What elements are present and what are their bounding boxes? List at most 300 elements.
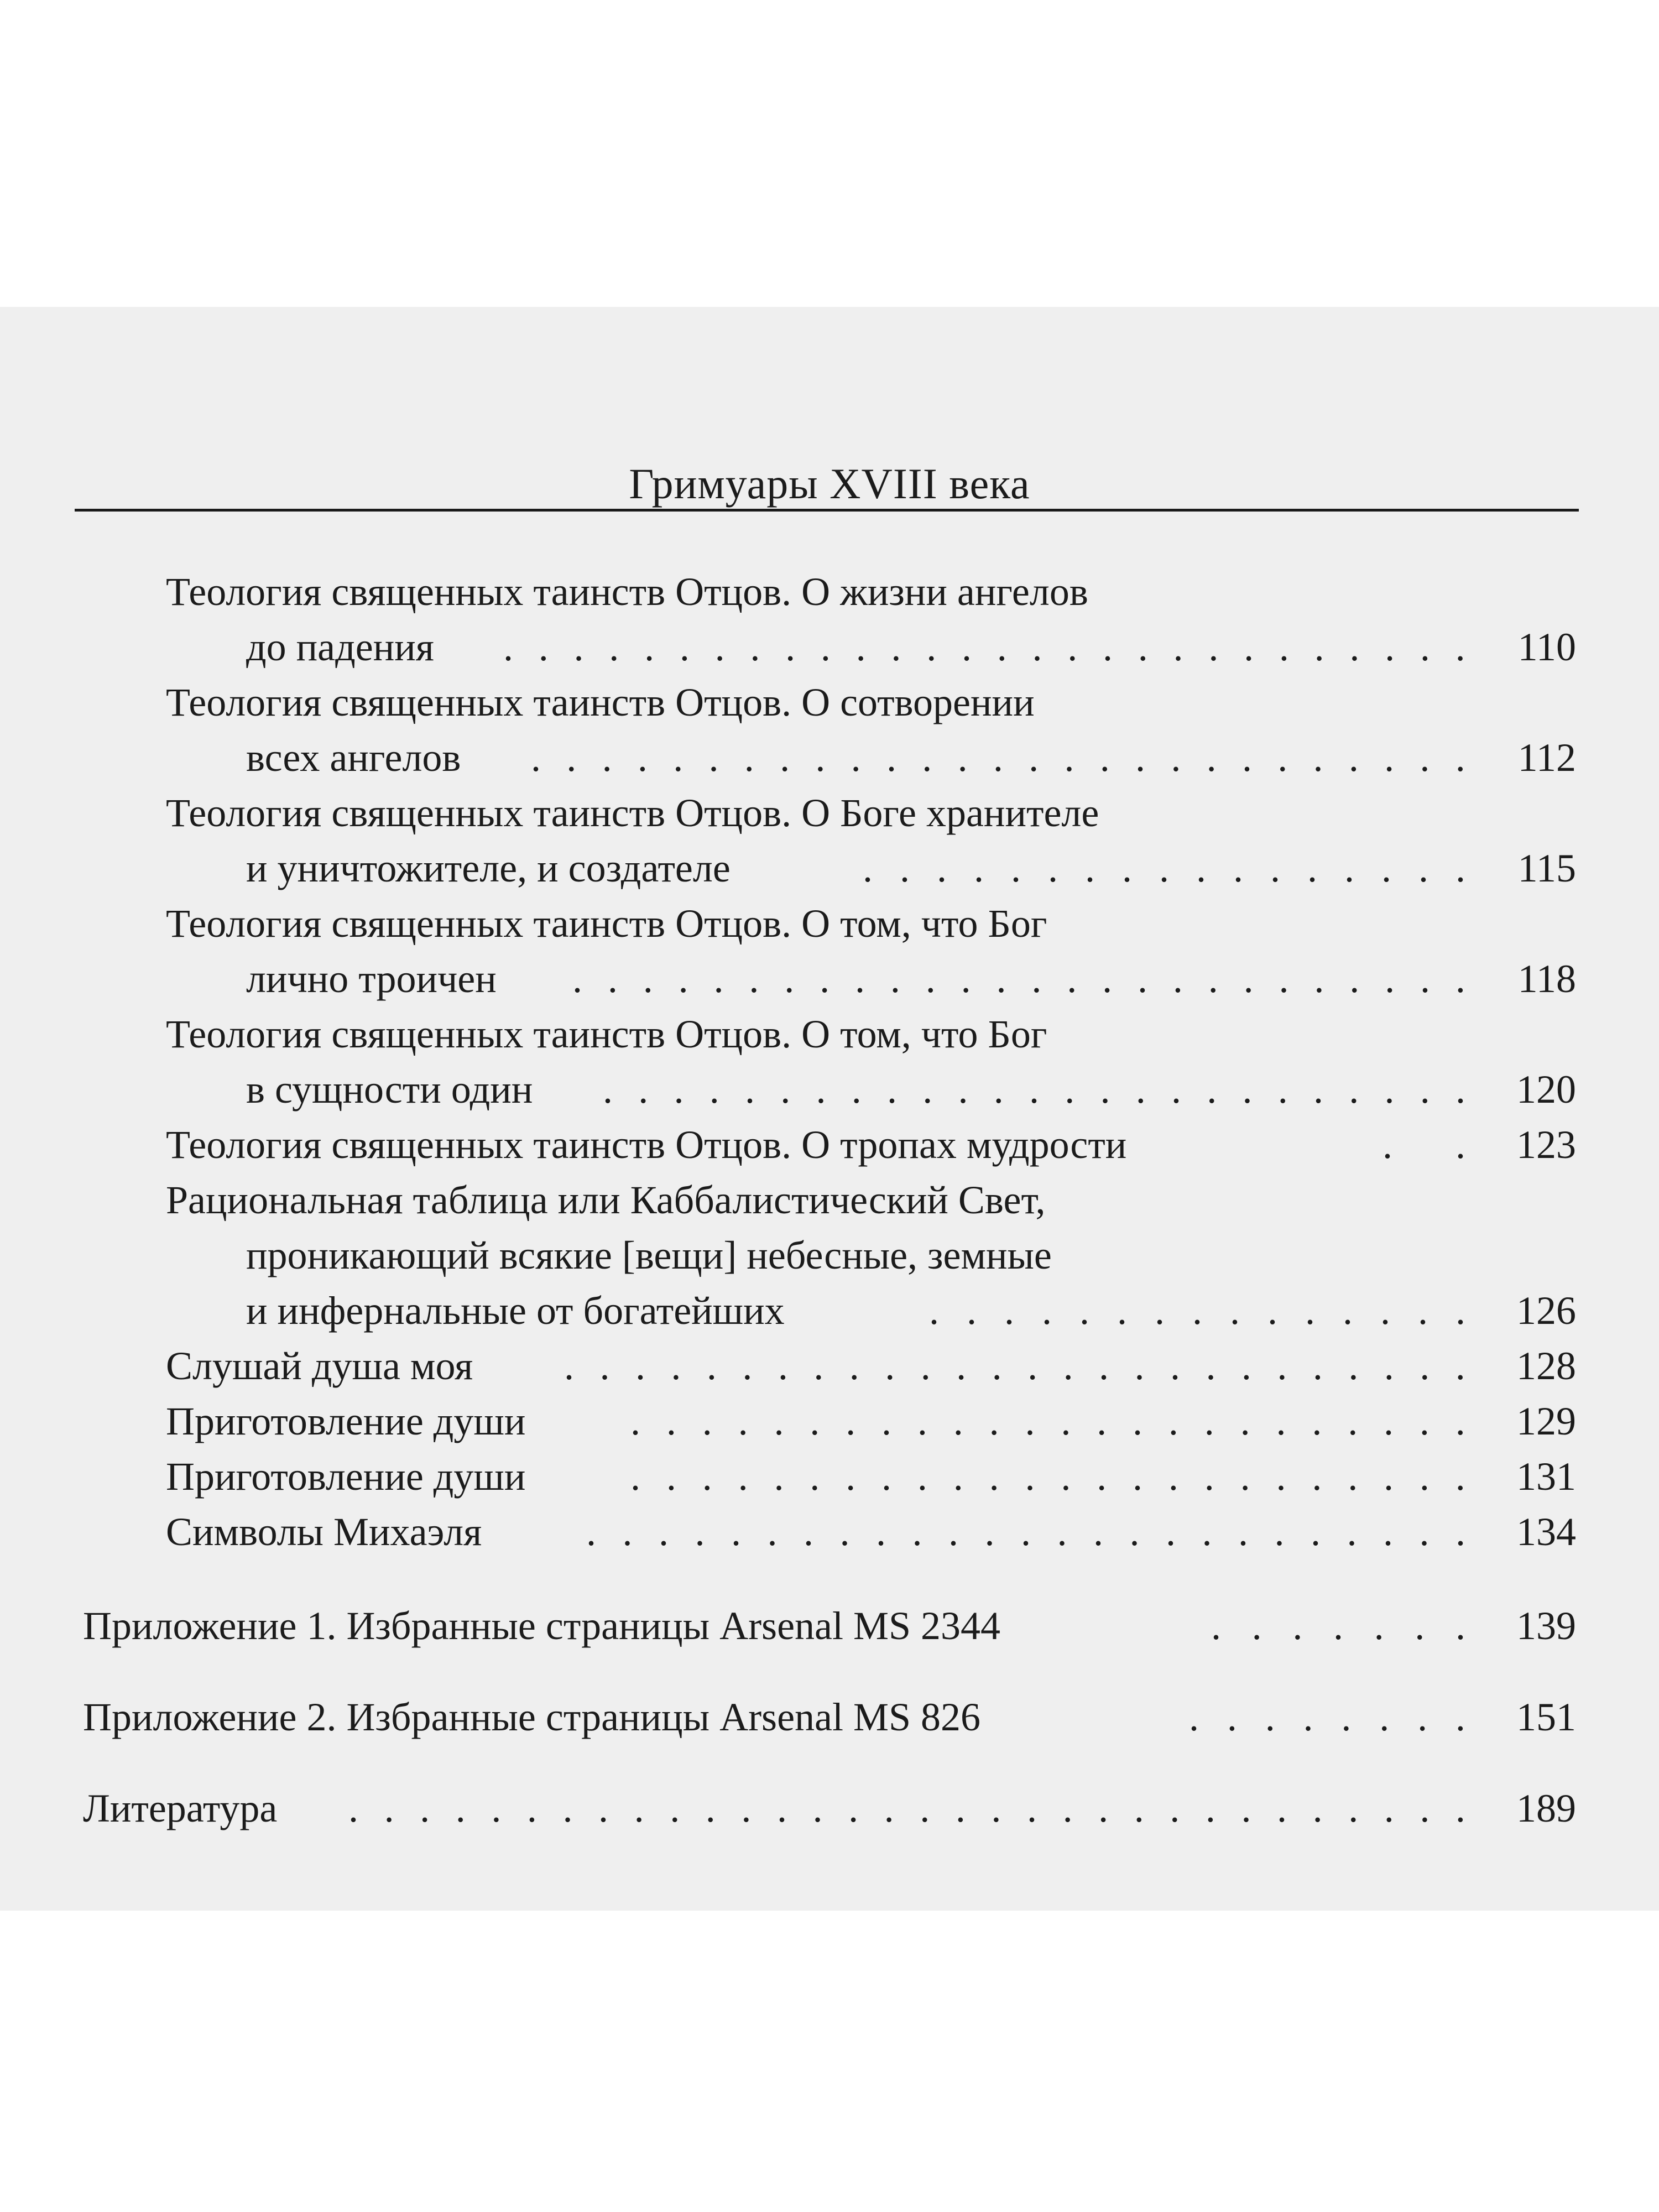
leader-dot: . (849, 1344, 859, 1388)
leader-dot: . (1170, 1344, 1180, 1388)
leader-dot: . (1026, 1786, 1037, 1830)
toc-page-number: 129 (1516, 1399, 1576, 1443)
leader-dot: . (851, 1067, 862, 1112)
leader-dot: . (1230, 1288, 1240, 1333)
leader-dot: . (630, 1399, 640, 1443)
toc-entry-line (0, 1396, 1576, 1446)
leader-dot: . (774, 1399, 784, 1443)
leader-dot: . (1205, 1786, 1215, 1830)
leader-dot: . (1099, 1344, 1109, 1388)
leader-dot: . (1455, 1288, 1465, 1333)
toc-entry-title: Слушай душа моя (166, 1344, 473, 1388)
toc-entry-title: Теология священных таинств Отцов. О Боге хранителе (166, 791, 1099, 835)
leader-dot: . (644, 625, 655, 669)
leader-dot: . (989, 1454, 999, 1499)
toc-entry-title: Теология священных таинств Отцов. О том, что Бог (166, 901, 1047, 946)
leader-dot: . (573, 625, 584, 669)
leader-dot: . (1133, 1399, 1143, 1443)
leader-dot: . (1206, 735, 1217, 780)
toc-entry-title: до падения (246, 625, 434, 669)
toc-page-number: 115 (1517, 846, 1576, 890)
toc-page-number: 134 (1516, 1510, 1576, 1554)
leader-dot: . (750, 625, 760, 669)
leader-dot: . (670, 1786, 680, 1830)
leader-dot: . (673, 735, 684, 780)
toc-entry-line (0, 1692, 1576, 1742)
leader-dot: . (1349, 1067, 1359, 1112)
leader-dot: . (804, 1510, 813, 1554)
leader-dot: . (1061, 1399, 1071, 1443)
leader-dot: . (1242, 1067, 1253, 1112)
leader-dot: . (1168, 1454, 1178, 1499)
leader-dot: . (1348, 1399, 1358, 1443)
leader-dot: . (1155, 1288, 1165, 1333)
toc-leader (863, 843, 1465, 893)
leader-dot: . (776, 1786, 787, 1830)
toc-entry-title: всех ангелов (246, 735, 461, 780)
toc-entry-title: Теология священных таинств Отцов. О том, что Бог (166, 1012, 1047, 1056)
leader-dot: . (1303, 1695, 1313, 1739)
leader-dot: . (666, 1454, 676, 1499)
leader-dot: . (1138, 625, 1148, 669)
toc-entry-line (0, 954, 1576, 1004)
leader-dot: . (1172, 957, 1183, 1001)
leader-dot: . (572, 957, 582, 1001)
leader-dot: . (1314, 957, 1324, 1001)
leader-dot: . (1031, 957, 1042, 1001)
leader-dot: . (925, 957, 936, 1001)
leader-dot: . (526, 1786, 537, 1830)
leader-dot: . (1380, 1288, 1390, 1333)
leader-dot: . (1277, 1344, 1287, 1388)
leader-dot: . (1025, 1399, 1035, 1443)
toc-entry-title: Теология священных таинств Отцов. О жизни ангелов (166, 570, 1088, 614)
toc-leader (572, 954, 1465, 1004)
leader-dot: . (1276, 1399, 1286, 1443)
leader-dot: . (1099, 735, 1110, 780)
leader-dot: . (1243, 957, 1254, 1001)
leader-dot: . (1063, 1344, 1073, 1388)
leader-dot: . (1093, 1510, 1103, 1554)
leader-dot: . (1347, 1510, 1357, 1554)
leader-dot: . (1134, 1344, 1145, 1388)
leader-dot: . (638, 1067, 649, 1112)
leader-dot: . (1455, 1399, 1465, 1443)
toc-entry-title: Теология священных таинств Отцов. О тропах мудрости (166, 1123, 1127, 1167)
leader-dot: . (1159, 846, 1169, 890)
leader-dot: . (1029, 735, 1039, 780)
leader-dot: . (1067, 625, 1078, 669)
leader-dot: . (1312, 1344, 1323, 1388)
leader-dot: . (884, 1786, 894, 1830)
leader-dot: . (738, 1454, 748, 1499)
toc-entry-title: и уничтожителе, и создателе (246, 846, 731, 890)
leader-dot: . (455, 1786, 466, 1830)
leader-dot: . (1204, 1399, 1214, 1443)
leader-dot: . (1171, 735, 1181, 780)
leader-dot: . (784, 957, 795, 1001)
toc-page-number: 131 (1516, 1454, 1576, 1499)
leader-dot: . (993, 735, 1003, 780)
leader-dot: . (420, 1786, 430, 1830)
leader-dot: . (1379, 1695, 1390, 1739)
leader-dot: . (1004, 1288, 1014, 1333)
leader-dot: . (1312, 1399, 1322, 1443)
leader-dot: . (1102, 957, 1113, 1001)
leader-dot: . (922, 735, 932, 780)
toc-entry-line (0, 1507, 1576, 1557)
leader-dot: . (846, 1399, 856, 1443)
leader-dot: . (1204, 1454, 1214, 1499)
leader-dot: . (1420, 957, 1430, 1001)
leader-dot: . (1117, 1288, 1127, 1333)
toc-entry-line (0, 843, 1576, 893)
leader-dot: . (848, 1786, 859, 1830)
leader-dot: . (891, 625, 901, 669)
leader-dot: . (1241, 735, 1252, 780)
leader-dot: . (1100, 1067, 1110, 1112)
leader-dot: . (820, 957, 830, 1001)
leader-dot: . (1314, 625, 1324, 669)
leader-dot: . (1349, 957, 1360, 1001)
leader-dot: . (1420, 625, 1430, 669)
leader-dot: . (1415, 1604, 1425, 1648)
toc-page-number: 151 (1516, 1695, 1576, 1739)
leader-dot: . (1274, 1510, 1285, 1554)
leader-dot: . (881, 1454, 892, 1499)
leader-dot: . (1313, 1067, 1323, 1112)
leader-dot: . (1383, 1123, 1392, 1167)
leader-dot: . (1455, 1604, 1465, 1648)
leader-dot: . (603, 1067, 613, 1112)
leader-dot: . (1265, 1695, 1275, 1739)
leader-dot: . (1418, 1288, 1428, 1333)
leader-dot: . (1384, 1344, 1394, 1388)
leader-dot: . (671, 1344, 681, 1388)
leader-dot: . (1383, 1510, 1393, 1554)
leader-dot: . (1206, 1344, 1216, 1388)
toc-entry-title: Приложение 1. Избранные страницы Arsenal MS 2344 (83, 1604, 1001, 1648)
leader-dot: . (810, 1399, 820, 1443)
leader-dot: . (1455, 735, 1465, 780)
leader-dot: . (1042, 1288, 1052, 1333)
leader-dot: . (816, 1067, 826, 1112)
toc-entry-line (0, 1601, 1576, 1651)
leader-dot: . (666, 1399, 676, 1443)
leader-dot: . (742, 1344, 753, 1388)
leader-dot: . (1238, 1510, 1248, 1554)
leader-dot: . (846, 1454, 856, 1499)
leader-dot: . (1240, 1454, 1250, 1499)
toc-entry-title: Приготовление души (166, 1454, 526, 1499)
leader-dot: . (948, 1510, 958, 1554)
leader-dot: . (1374, 1604, 1384, 1648)
toc-leader (929, 1286, 1465, 1335)
leader-dot: . (917, 1454, 927, 1499)
toc-leader (630, 1452, 1465, 1501)
toc-entry-line (0, 1286, 1576, 1335)
toc-leader (503, 622, 1465, 672)
leader-dot: . (1048, 846, 1058, 890)
toc-entry-title: лично троичен (246, 957, 497, 1001)
leader-dot: . (745, 1067, 755, 1112)
leader-dot: . (1311, 1510, 1321, 1554)
leader-dot: . (1067, 957, 1077, 1001)
leader-dot: . (989, 1399, 999, 1443)
leader-dot: . (1189, 1695, 1199, 1739)
leader-dot: . (1170, 1786, 1180, 1830)
leader-dot: . (1057, 1510, 1067, 1554)
leader-dot: . (695, 1510, 705, 1554)
leader-dot: . (958, 1067, 968, 1112)
leader-dot: . (780, 735, 790, 780)
leader-dot: . (738, 1399, 748, 1443)
toc-entry-line (0, 788, 1576, 838)
leader-dot: . (1419, 1454, 1430, 1499)
leader-dot: . (1348, 1786, 1359, 1830)
toc-entry-line (0, 622, 1576, 672)
leader-dot: . (810, 1454, 820, 1499)
leader-dot: . (1251, 1604, 1262, 1648)
leader-dot: . (1292, 1604, 1303, 1648)
leader-dot: . (659, 1510, 669, 1554)
leader-dot: . (1384, 1067, 1395, 1112)
leader-dot: . (674, 1067, 684, 1112)
leader-dot: . (1032, 625, 1042, 669)
leader-dot: . (1455, 1344, 1465, 1388)
leader-dot: . (1385, 957, 1395, 1001)
leader-dot: . (705, 1786, 716, 1830)
leader-dot: . (992, 1344, 1002, 1388)
leader-dot: . (812, 1786, 823, 1830)
leader-dot: . (1027, 1344, 1038, 1388)
leader-dot: . (1138, 957, 1147, 1001)
toc-entry-line (0, 1175, 1576, 1225)
leader-dot: . (961, 957, 971, 1001)
leader-dot: . (885, 1344, 895, 1388)
toc-page-number: 112 (1517, 735, 1576, 780)
leader-dot: . (714, 625, 725, 669)
toc-page-number: 128 (1516, 1344, 1576, 1388)
toc-entry-line (0, 899, 1576, 948)
leader-dot: . (876, 1510, 886, 1554)
leader-dot: . (1420, 735, 1430, 780)
leader-dot: . (1233, 846, 1243, 890)
leader-dot: . (1384, 1454, 1394, 1499)
leader-dot: . (643, 957, 653, 1001)
leader-dot: . (1098, 1786, 1109, 1830)
header-rule (75, 509, 1579, 512)
toc-page-number: 123 (1516, 1123, 1576, 1167)
leader-dot: . (863, 846, 873, 890)
leader-dot: . (996, 957, 1006, 1001)
leader-dot: . (1134, 1786, 1144, 1830)
toc-page-number: 189 (1516, 1786, 1576, 1830)
leader-dot: . (1085, 846, 1095, 890)
leader-dot: . (622, 1510, 633, 1554)
leader-dot: . (348, 1786, 358, 1830)
leader-dot: . (1171, 1067, 1181, 1112)
leader-dot: . (1348, 1344, 1359, 1388)
leader-dot: . (957, 735, 968, 780)
leader-dot: . (1341, 1695, 1352, 1739)
leader-dot: . (1313, 735, 1323, 780)
leader-dot: . (1267, 1288, 1277, 1333)
leader-dot: . (1270, 846, 1280, 890)
leader-dot: . (955, 1786, 966, 1830)
leader-dot: . (708, 735, 719, 780)
leader-dot: . (991, 1786, 1001, 1830)
toc-entry-title: Рациональная таблица или Каббалистический Свет, (166, 1178, 1046, 1222)
toc-entry-line (0, 1230, 1576, 1280)
toc-leader (1383, 1120, 1465, 1170)
leader-dot: . (1240, 1399, 1250, 1443)
leader-dot: . (630, 1454, 640, 1499)
leader-dot: . (1385, 625, 1395, 669)
toc-page-number: 118 (1517, 957, 1576, 1001)
leader-dot: . (491, 1786, 502, 1830)
leader-dot: . (586, 1510, 596, 1554)
toc-leader (1211, 1601, 1465, 1651)
leader-dot: . (1241, 1344, 1251, 1388)
leader-dot: . (1196, 846, 1206, 890)
leader-dot: . (1062, 1786, 1073, 1830)
leader-dot: . (785, 625, 796, 669)
leader-dot: . (1344, 846, 1354, 890)
leader-dot: . (1211, 1604, 1221, 1648)
leader-dot: . (635, 1344, 645, 1388)
leader-dot: . (1168, 1399, 1178, 1443)
leader-dot: . (1061, 1454, 1071, 1499)
leader-dot: . (1307, 846, 1317, 890)
leader-dot: . (1103, 625, 1113, 669)
toc-page-number: 120 (1516, 1067, 1576, 1112)
leader-dot: . (912, 1510, 922, 1554)
running-head: Гримуары XVIII века (629, 460, 1030, 508)
toc-entry-line (0, 677, 1576, 727)
leader-dot: . (706, 1344, 717, 1388)
leader-dot: . (780, 1067, 791, 1112)
toc-entry-title: Символы Михаэля (166, 1510, 482, 1554)
leader-dot: . (974, 846, 984, 890)
leader-dot: . (1420, 1786, 1430, 1830)
leader-dot: . (1097, 1399, 1107, 1443)
leader-dot: . (1277, 735, 1288, 780)
leader-dot: . (531, 735, 541, 780)
leader-dot: . (1227, 1695, 1237, 1739)
leader-dot: . (887, 1067, 897, 1112)
leader-dot: . (1455, 1786, 1465, 1830)
leader-dot: . (774, 1454, 784, 1499)
leader-dot: . (1208, 625, 1219, 669)
leader-dot: . (984, 1510, 995, 1554)
leader-dot: . (1419, 1510, 1430, 1554)
toc-entry-line (0, 1783, 1576, 1833)
toc-entry-title: в сущности один (246, 1067, 533, 1112)
leader-dot: . (937, 846, 947, 890)
toc-entry-title: Приложение 2. Избранные страницы Arsenal MS 826 (83, 1695, 981, 1739)
leader-dot: . (1133, 1454, 1143, 1499)
leader-dot: . (702, 1399, 712, 1443)
toc-leader (603, 1065, 1465, 1114)
leader-dot: . (929, 1288, 939, 1333)
leader-dot: . (709, 1067, 719, 1112)
leader-dot: . (1135, 1067, 1146, 1112)
leader-dot: . (1419, 1399, 1430, 1443)
leader-dot: . (731, 1510, 741, 1554)
leader-dot: . (1173, 625, 1183, 669)
leader-dot: . (1025, 1454, 1035, 1499)
toc-entry-line (0, 1009, 1576, 1059)
leader-dot: . (1011, 846, 1021, 890)
leader-dot: . (917, 1399, 927, 1443)
leader-dot: . (1021, 1510, 1031, 1554)
leader-dot: . (1202, 1510, 1212, 1554)
leader-dot: . (1349, 625, 1360, 669)
leader-dot: . (1277, 1786, 1287, 1830)
leader-dot: . (961, 625, 972, 669)
toc-leader (586, 1507, 1465, 1557)
leader-dot: . (1276, 1454, 1286, 1499)
leader-dot: . (1348, 735, 1359, 780)
leader-dot: . (993, 1067, 1004, 1112)
toc-leader (564, 1341, 1465, 1391)
leader-dot: . (1065, 1067, 1075, 1112)
leader-dot: . (1135, 735, 1146, 780)
toc-entry-line (0, 1341, 1576, 1391)
leader-dot: . (602, 735, 612, 780)
leader-dot: . (1455, 1454, 1465, 1499)
leader-dot: . (1312, 1786, 1323, 1830)
leader-dot: . (1418, 846, 1428, 890)
leader-dot: . (890, 957, 900, 1001)
leader-dot: . (1064, 735, 1074, 780)
leader-dot: . (702, 1454, 712, 1499)
leader-dot: . (1384, 735, 1395, 780)
toc-page-number: 126 (1516, 1288, 1576, 1333)
leader-dot: . (851, 735, 861, 780)
leader-dot: . (1122, 846, 1132, 890)
leader-dot: . (1244, 625, 1254, 669)
toc-entry-title: и инфернальные от богатейших (246, 1288, 785, 1333)
leader-dot: . (678, 957, 688, 1001)
leader-dot: . (855, 957, 865, 1001)
leader-dot: . (1333, 1604, 1343, 1648)
leader-dot: . (1279, 957, 1289, 1001)
leader-dot: . (920, 1344, 931, 1388)
leader-dot: . (607, 957, 618, 1001)
leader-dot: . (1241, 1786, 1251, 1830)
leader-dot: . (1305, 1288, 1315, 1333)
leader-dot: . (598, 1786, 609, 1830)
leader-dot: . (749, 957, 759, 1001)
leader-dot: . (1384, 1786, 1394, 1830)
leader-dot: . (1029, 1067, 1039, 1112)
leader-dot: . (886, 735, 896, 780)
toc-entry-line (0, 1065, 1576, 1114)
leader-dot: . (1455, 957, 1465, 1001)
leader-dot: . (1455, 846, 1465, 890)
leader-dot: . (767, 1510, 778, 1554)
leader-dot: . (920, 1786, 930, 1830)
leader-dot: . (997, 625, 1007, 669)
leader-dot: . (566, 735, 577, 780)
toc-entry-line (0, 567, 1576, 617)
leader-dot: . (1279, 625, 1289, 669)
leader-dot: . (953, 1454, 963, 1499)
toc-entry-line (0, 1120, 1576, 1170)
leader-dot: . (1455, 1510, 1465, 1554)
